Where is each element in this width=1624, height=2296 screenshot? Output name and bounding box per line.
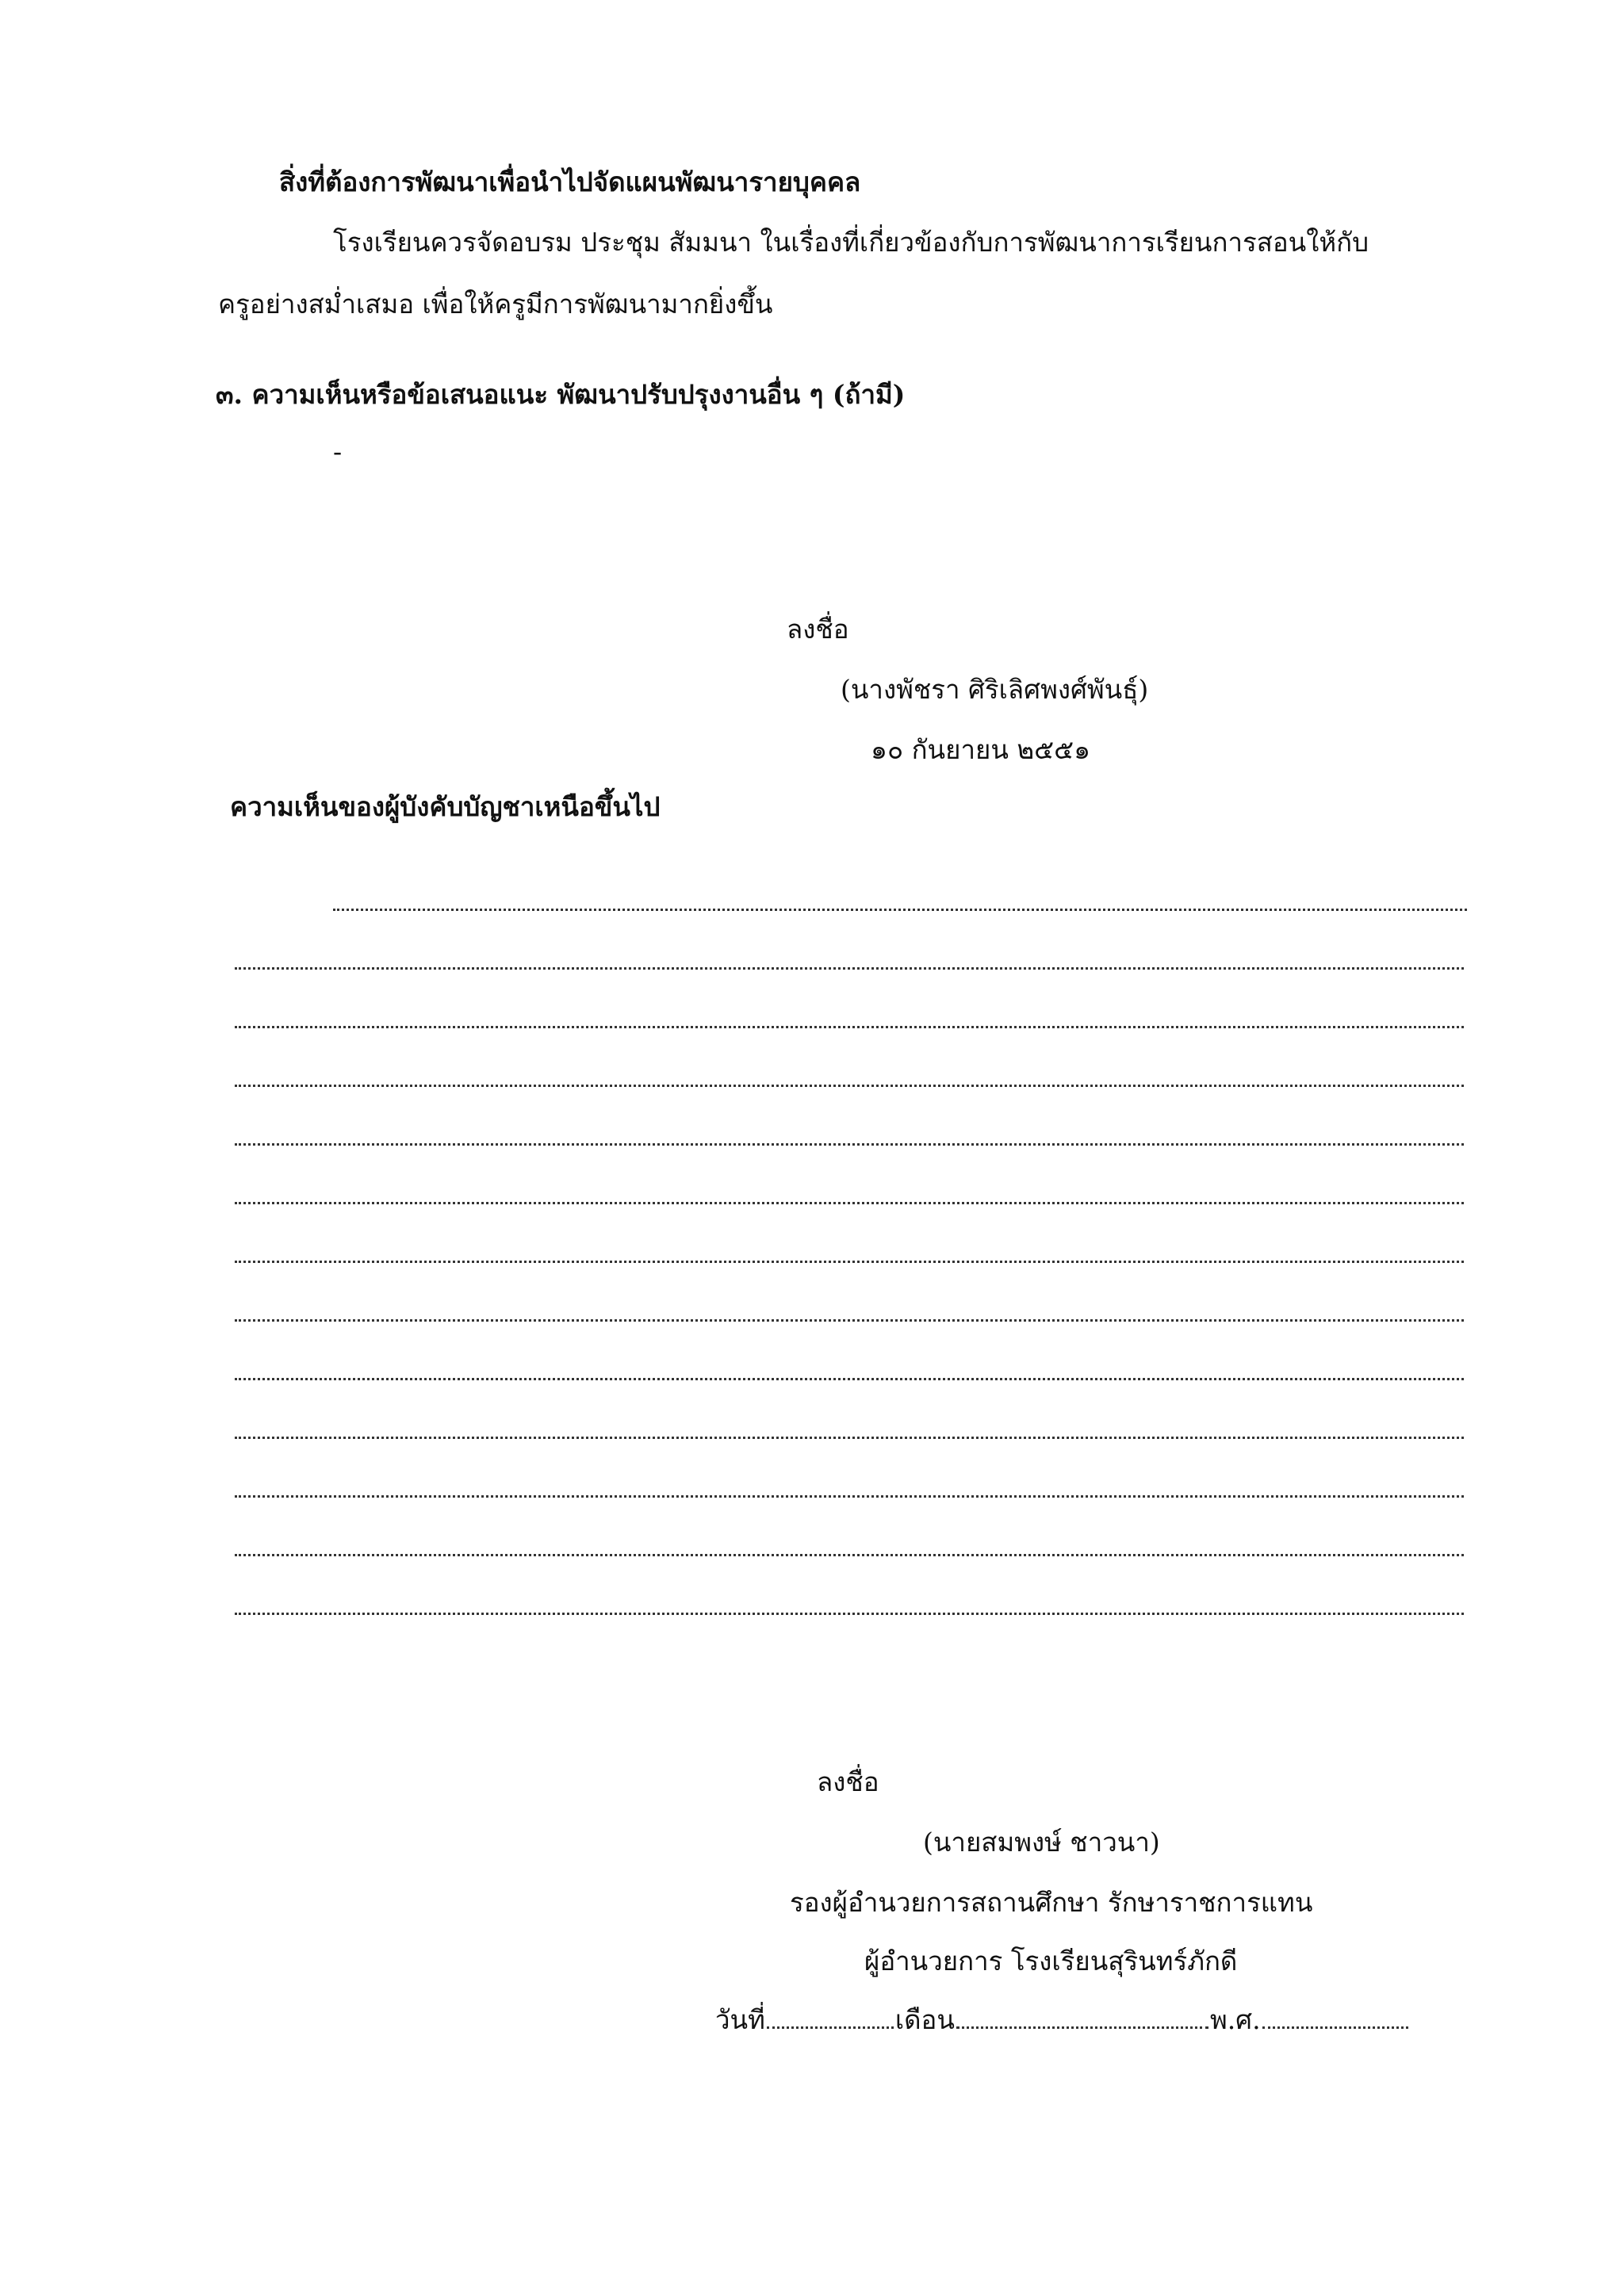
comment-line[interactable] bbox=[235, 1085, 1464, 1087]
comment-line[interactable] bbox=[235, 1319, 1464, 1322]
dev-heading: สิ่งที่ต้องการพัฒนาเพื่อนำไปจัดแผนพัฒนารายบุคคล bbox=[279, 166, 861, 197]
comment-line[interactable] bbox=[235, 1437, 1464, 1439]
comment-line[interactable] bbox=[235, 967, 1464, 970]
signature1-label: ลงชื่อ bbox=[787, 614, 849, 645]
date-day-label: วันที่ bbox=[715, 2004, 765, 2035]
date-month-label: เดือน bbox=[894, 2004, 955, 2035]
signature2-label: ลงชื่อ bbox=[817, 1766, 879, 1797]
comment-line[interactable] bbox=[235, 1378, 1464, 1380]
comment-line[interactable] bbox=[235, 1554, 1464, 1556]
signature2-position-line2: ผู้อำนวยการ โรงเรียนสุรินทร์ภักดี bbox=[864, 1946, 1238, 1976]
date-month-field[interactable] bbox=[956, 2026, 1208, 2029]
comment-line[interactable] bbox=[235, 1202, 1464, 1204]
dev-paragraph-line2: ครูอย่างสม่ำเสมอ เพื่อให้ครูมีการพัฒนามากยิ่งขึ้น bbox=[218, 289, 773, 320]
signature2-position-line1: รองผู้อำนวยการสถานศึกษา รักษาราชการแทน bbox=[790, 1887, 1313, 1918]
comment-line[interactable] bbox=[235, 1026, 1464, 1028]
comment-line[interactable] bbox=[235, 1143, 1464, 1146]
section3-content: - bbox=[333, 436, 343, 467]
signature1-date: ๑๐ กันยายน ๒๕๕๑ bbox=[871, 734, 1091, 765]
section3-heading: ๓. ความเห็นหรือข้อเสนอแนะ พัฒนาปรับปรุงงานอื่น ๆ (ถ้ามี) bbox=[216, 379, 906, 410]
comment-line[interactable] bbox=[235, 1613, 1464, 1615]
signature1-name: (นางพัชรา ศิริเลิศพงศ์พันธุ์) bbox=[841, 674, 1149, 705]
signature2-date-row bbox=[715, 2003, 1410, 2038]
date-day-field[interactable] bbox=[767, 2026, 894, 2029]
comment-line[interactable] bbox=[333, 909, 1467, 911]
signature2-name: (นายสมพงษ์ ชาวนา) bbox=[923, 1827, 1160, 1858]
dev-paragraph-line1: โรงเรียนควรจัดอบรม ประชุม สัมมนา ในเรื่องที่เกี่ยวข้องกับการพัฒนาการเรียนการสอนให้กับ bbox=[333, 227, 1369, 258]
date-year-label: พ.ศ. bbox=[1209, 2004, 1261, 2035]
comment-line[interactable] bbox=[235, 1495, 1464, 1498]
comment-line[interactable] bbox=[235, 1261, 1464, 1263]
supervisor-heading: ความเห็นของผู้บังคับบัญชาเหนือขึ้นไป bbox=[230, 791, 661, 822]
date-year-field[interactable] bbox=[1262, 2026, 1408, 2029]
